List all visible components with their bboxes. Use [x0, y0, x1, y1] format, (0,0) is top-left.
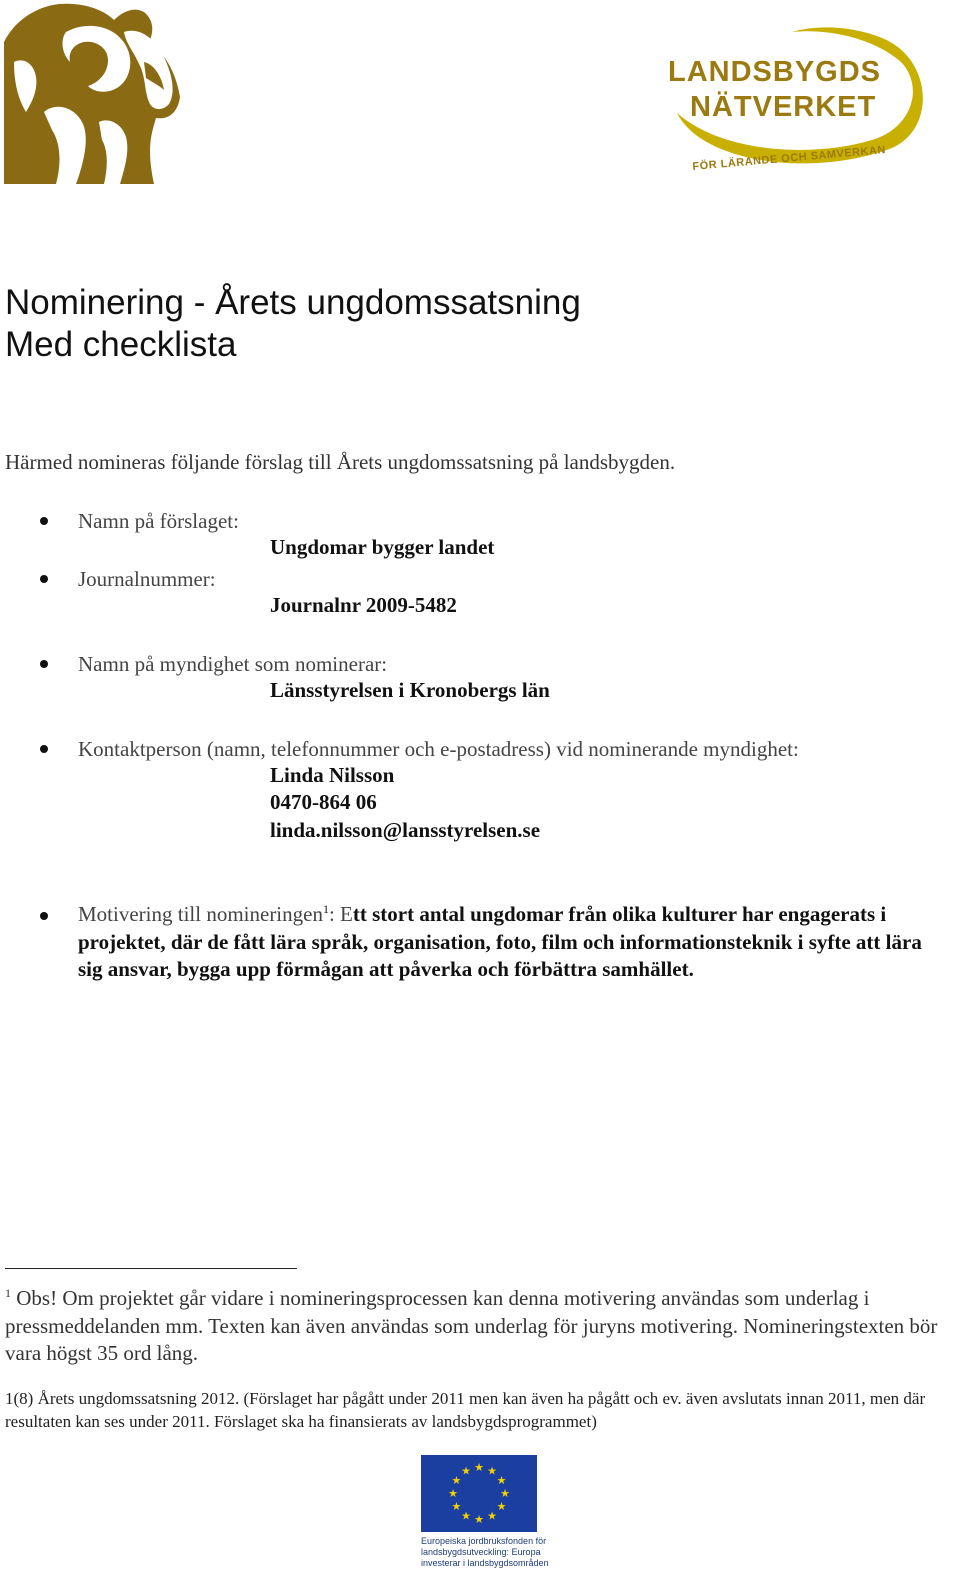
contact-phone: 0470-864 06 [270, 790, 377, 814]
eu-star-icon: ★ [461, 1465, 471, 1478]
motivation-colon: : E [328, 902, 353, 926]
bullet-icon [40, 745, 48, 753]
logo-tagline: FÖR LÄRANDE OCH SAMVERKAN [692, 144, 887, 173]
logo-line-2: NÄTVERKET [690, 91, 877, 123]
eu-caption-line: Europeiska jordbruksfonden för [421, 1536, 547, 1546]
eu-star-icon: ★ [500, 1488, 510, 1500]
contact-name: Linda Nilsson [270, 763, 395, 787]
motivation-label: Motivering till nomineringen [78, 902, 323, 926]
eu-star-icon: ★ [496, 1501, 507, 1513]
eu-flag-icon [421, 1455, 537, 1532]
eu-caption [421, 1536, 561, 1569]
eu-star-icon: ★ [487, 1465, 497, 1478]
eu-caption-line: landsbygdsutveckling: Europa [421, 1547, 541, 1557]
field-value: Journalnr 2009-5482 [270, 593, 457, 617]
eu-star-icon: ★ [474, 1462, 484, 1474]
field-value: Länsstyrelsen i Kronobergs län [270, 678, 550, 702]
eu-stars-icon [421, 1455, 537, 1532]
footnote-text: Obs! Om projektet går vidare i nomineringsprocessen kan denna motivering användas som underlag i pressmeddelanden mm. Texten kan även användas som underlag för juryns motivering. Nomineringstexten bör vara högst 35 ord lång. [5, 1286, 938, 1365]
field-value: Ungdomar bygger landet [270, 535, 495, 559]
eu-star-icon: ★ [496, 1475, 507, 1487]
category-note: 1(8) Årets ungdomssatsning 2012. (Förslaget har pågått under 2011 men kan även ha pågått och ev. även avslutats innan 2011, men där resultaten kan ses under 2011. Förslaget ska ha finansierats av landsbygdsprogrammet) [5, 1389, 926, 1431]
bullet-icon [40, 517, 48, 525]
eu-star-icon: ★ [474, 1514, 484, 1526]
footnote-ref[interactable]: 1 [322, 902, 329, 916]
bullet-icon [40, 912, 48, 920]
contact-email[interactable]: linda.nilsson@lansstyrelsen.se [270, 818, 541, 842]
field-label: Kontaktperson (namn, telefonnummer och e-postadress) vid nominerande myndighet: [78, 737, 799, 761]
landsbygdsnatverket-logo [662, 18, 930, 188]
field-label: Namn på förslaget: [78, 509, 239, 533]
eu-star-icon: ★ [487, 1510, 497, 1523]
eu-star-icon: ★ [451, 1475, 462, 1487]
page-title: Nominering - Årets ungdomssatsning [5, 283, 581, 322]
field-label: Journalnummer: [78, 567, 216, 591]
motivation-text: tt stort antal ungdomar från olika kulturer har engagerats i projektet, där de fått lära språk, organisation, foto, film och informationsteknik i syfte att lära sig ansvar, bygga upp förmågan att påverka och förbättra samhället. [78, 902, 922, 981]
bullet-icon [40, 575, 48, 583]
field-label: Namn på myndighet som nominerar: [78, 652, 388, 676]
eu-star-icon: ★ [451, 1501, 462, 1513]
page-subtitle: Med checklista [5, 325, 237, 364]
eu-star-icon: ★ [461, 1510, 471, 1523]
footnote-divider [5, 1268, 297, 1269]
logo-line-1: LANDSBYGDS [668, 56, 882, 88]
intro-text: Härmed nomineras följande förslag till Årets ungdomssatsning på landsbygden. [5, 450, 676, 474]
ram-logo-icon [4, 2, 180, 184]
footnote [5, 1280, 950, 1368]
eu-star-icon: ★ [448, 1488, 458, 1500]
eu-caption-line: investerar i landsbygdsområden [421, 1558, 549, 1568]
footnote-marker: 1 [5, 1286, 11, 1300]
motivation-paragraph [78, 901, 938, 984]
bullet-icon [40, 660, 48, 668]
